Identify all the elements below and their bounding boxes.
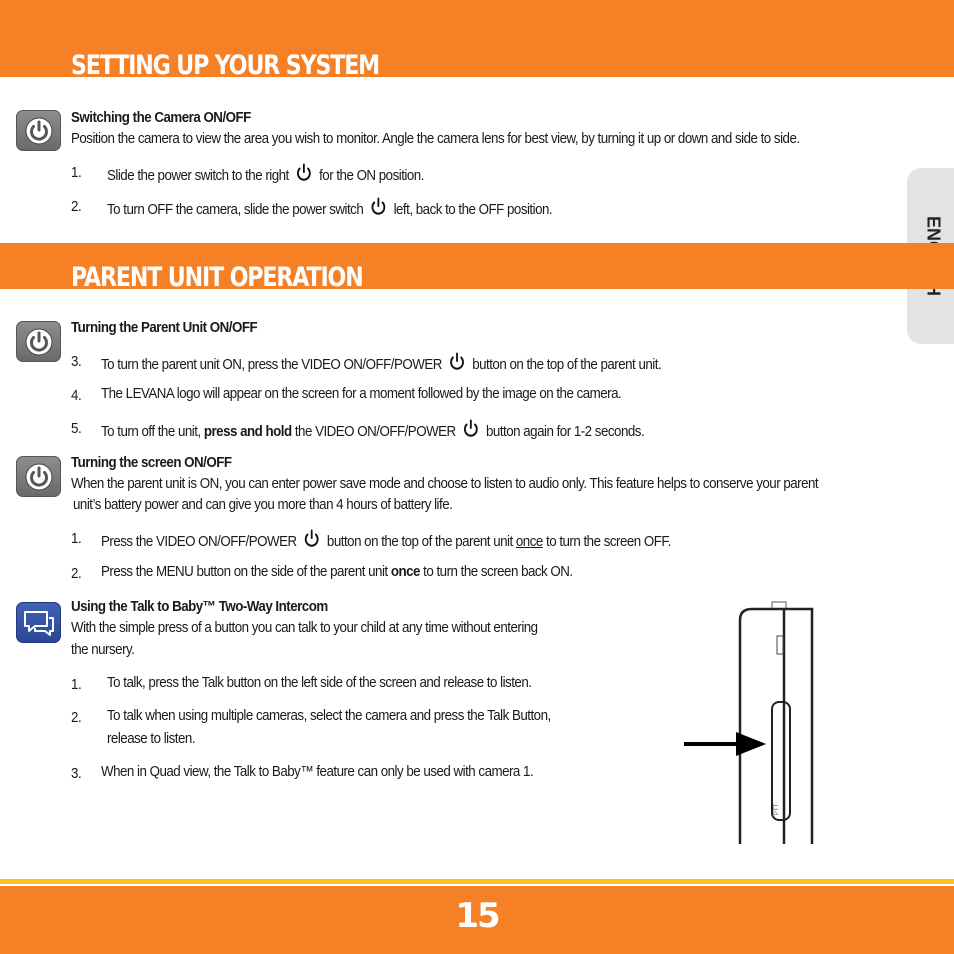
parent-power-heading: Turning the Parent Unit ON/OFF (71, 320, 258, 336)
ptt-label: PTT (774, 803, 780, 815)
page-footer (0, 886, 954, 954)
power-symbol-icon (370, 197, 387, 222)
power-icon (16, 321, 61, 362)
switching-step-2 (107, 197, 552, 222)
step-number: 3. (71, 354, 82, 370)
screen-step-1 (101, 529, 671, 554)
step-number: 2. (71, 710, 82, 726)
power-symbol-icon (463, 419, 480, 444)
step-text: To turn off the unit, (101, 424, 201, 440)
switching-intro: Position the camera to view the area you wish to monitor. Angle the camera lens for best view, by turning it up or down and side to side. (71, 131, 800, 147)
talk-step-1: To talk, press the Talk button on the left side of the screen and release to listen. (107, 675, 532, 691)
step-text: for the ON position. (319, 168, 424, 184)
step-text: left, back to the OFF position. (393, 202, 553, 218)
section-title-setup: SETTING UP YOUR SYSTEM (71, 50, 380, 81)
parent-unit-side-illustration (680, 600, 820, 845)
talk-step-2-line1: To talk when using multiple cameras, select the camera and press the Talk Button, (107, 708, 551, 724)
parent-step-4: The LEVANA logo will appear on the screen for a moment followed by the image on the camera. (101, 386, 622, 402)
power-icon (16, 456, 61, 497)
step-text: to turn the screen back ON. (423, 564, 573, 580)
screen-power-intro-1: When the parent unit is ON, you can enter power save mode and choose to listen to audio only. This feature helps to conserve your parent (71, 476, 819, 492)
step-number: 1. (71, 677, 82, 693)
chat-bubble-icon (16, 602, 61, 643)
footer-divider (0, 879, 954, 884)
talk-intro-1: With the simple press of a button you can talk to your child at any time without entering (71, 620, 538, 636)
talk-intro-2: the nursery. (71, 642, 135, 658)
screen-power-heading: Turning the screen ON/OFF (71, 455, 232, 471)
parent-step-3 (101, 352, 661, 377)
step-text: button on the top of the parent unit. (472, 357, 662, 373)
talk-step-3: When in Quad view, the Talk to Baby™ feature can only be used with camera 1. (101, 764, 534, 780)
section-header-setup (0, 0, 954, 81)
power-symbol-icon (303, 529, 320, 554)
power-symbol-icon (296, 163, 313, 188)
step-text: button again for 1-2 seconds. (486, 424, 645, 440)
step-number: 1. (71, 531, 82, 547)
switching-heading: Switching the Camera ON/OFF (71, 110, 251, 126)
step-text: the VIDEO ON/OFF/POWER (294, 424, 456, 440)
parent-step-5 (101, 419, 644, 444)
step-number: 1. (71, 165, 82, 181)
talk-step-2-line2: release to listen. (107, 731, 196, 747)
power-icon (16, 110, 61, 151)
step-text: Press the MENU button on the side of the parent unit (101, 564, 388, 580)
power-symbol-icon (449, 352, 466, 377)
step-number: 5. (71, 421, 82, 437)
step-text: button on the top of the parent unit (326, 534, 513, 550)
step-text: Press the VIDEO ON/OFF/POWER (101, 534, 297, 550)
step-number: 3. (71, 766, 82, 782)
step-text: To turn OFF the camera, slide the power switch (107, 202, 364, 218)
screen-step-2 (101, 564, 573, 581)
step-emphasis: once (390, 564, 420, 580)
switching-step-1 (107, 163, 424, 188)
step-text: Slide the power switch to the right (107, 168, 289, 184)
section-title-parent: PARENT UNIT OPERATION (71, 262, 363, 293)
step-number: 2. (71, 199, 82, 215)
step-underline: once (515, 534, 543, 550)
page-number: 15 (455, 896, 499, 936)
screen-power-intro-2: unit’s battery power and can give you more than 4 hours of battery life. (73, 497, 453, 513)
step-number: 4. (71, 388, 82, 404)
step-text: To turn the parent unit ON, press the VIDEO ON/OFF/POWER (101, 357, 442, 373)
talk-heading: Using the Talk to Baby™ Two-Way Intercom (71, 599, 328, 615)
step-number: 2. (71, 566, 82, 582)
step-text: to turn the screen OFF. (546, 534, 671, 550)
step-emphasis: press and hold (203, 424, 292, 440)
section-header-parent (0, 243, 954, 293)
